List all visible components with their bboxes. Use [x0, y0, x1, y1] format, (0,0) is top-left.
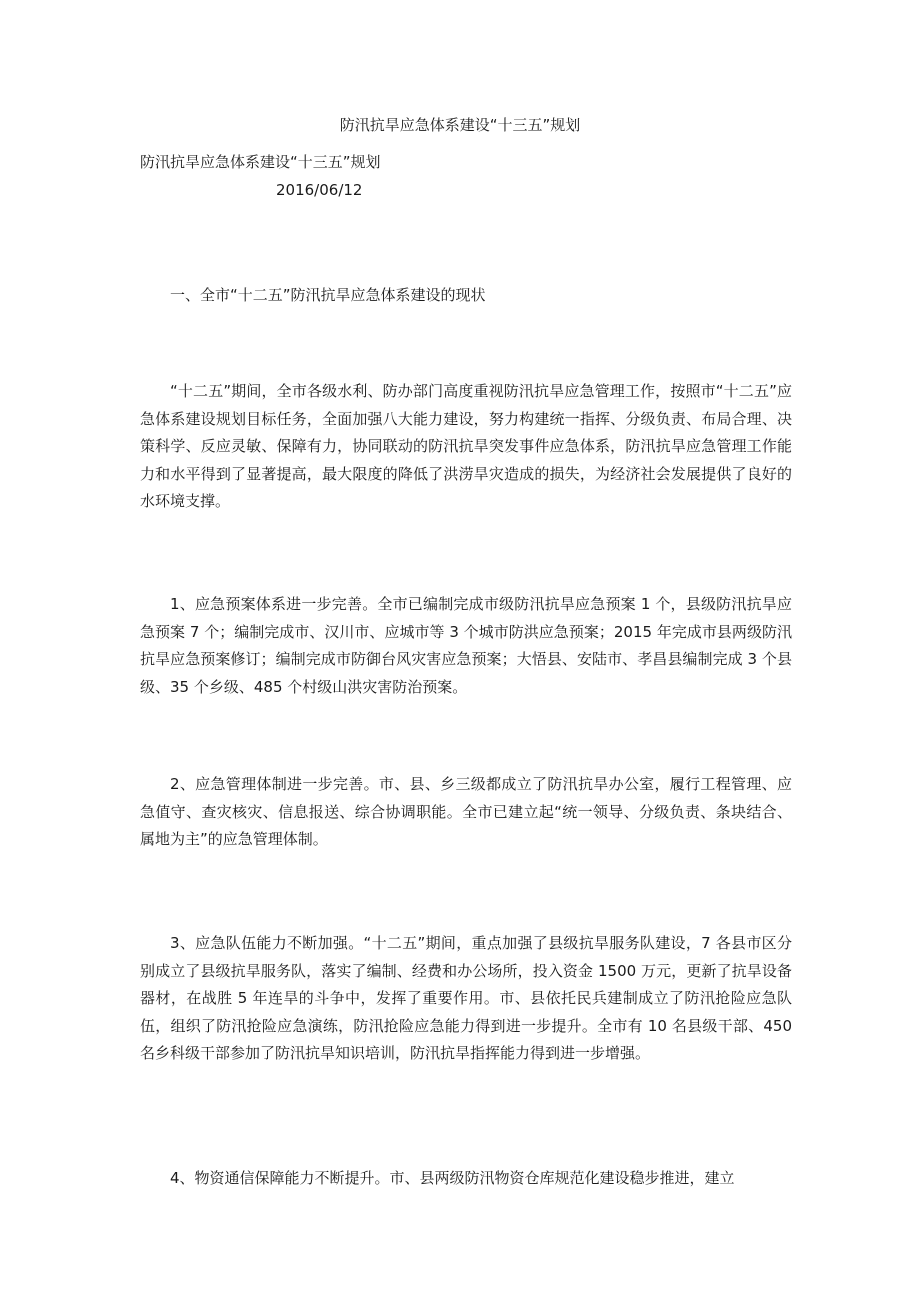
document-title: 防汛抗旱应急体系建设“十三五”规划: [339, 116, 581, 134]
paragraph-item-3: 3、应急队伍能力不断加强。“十二五”期间，重点加强了县级抗旱服务队建设，7 各县市区分别成立了县级抗旱服务队，落实了编制、经费和办公场所，投入资金 1500 万元，更新了抗旱设备器材，在战胜 5 年连旱的斗争中，发挥了重要作用。市、县依托民兵建制成立了防汛抢险应急队伍，组织了防汛抢险应急演练，防汛抢险应急能力得到进一步提升。全市有 10 名县级干部、450 名乡科级干部参加了防汛抗旱知识培训，防汛抗旱指挥能力得到进一步增强。: [140, 934, 797, 1062]
paragraph-item-1: 1、应急预案体系进一步完善。全市已编制完成市级防汛抗旱应急预案 1 个，县级防汛抗旱应急预案 7 个；编制完成市、汉川市、应城市等 3 个城市防洪应急预案；2015 年完成市县两级防汛抗旱应急预案修订；编制完成市防御台风灾害应急预案；大悟县、安陆市、孝昌县编制完成 3 个县级、35 个乡级、485 个村级山洪灾害防治预案。: [140, 595, 792, 696]
paragraph-overview: “十二五”期间，全市各级水利、防办部门高度重视防汛抗旱应急管理工作，按照市“十二五”应急体系建设规划目标任务，全面加强八大能力建设，努力构建统一指挥、分级负责、布局合理、决策科学、反应灵敏、保障有力，协同联动的防汛抗旱突发事件应急体系，防汛抗旱应急管理工作能力和水平得到了显著提高，最大限度的降低了洪涝旱灾造成的损失，为经济社会发展提供了良好的水环境支撑。: [140, 382, 792, 510]
document-subtitle: 防汛抗旱应急体系建设“十三五”规划: [140, 153, 381, 171]
paragraph-item-2: 2、应急管理体制进一步完善。市、县、乡三级都成立了防汛抗旱办公室，履行工程管理、应急值守、查灾核灾、信息报送、综合协调职能。全市已建立起“统一领导、分级负责、条块结合、属地为主”的应急管理体制。: [140, 775, 792, 848]
paragraph-item-4: 4、物资通信保障能力不断提升。市、县两级防汛物资仓库规范化建设稳步推进，建立: [170, 1169, 735, 1187]
section-heading: 一、全市“十二五”防汛抗旱应急体系建设的现状: [170, 286, 486, 304]
document-date: 2016/06/12: [276, 181, 363, 199]
